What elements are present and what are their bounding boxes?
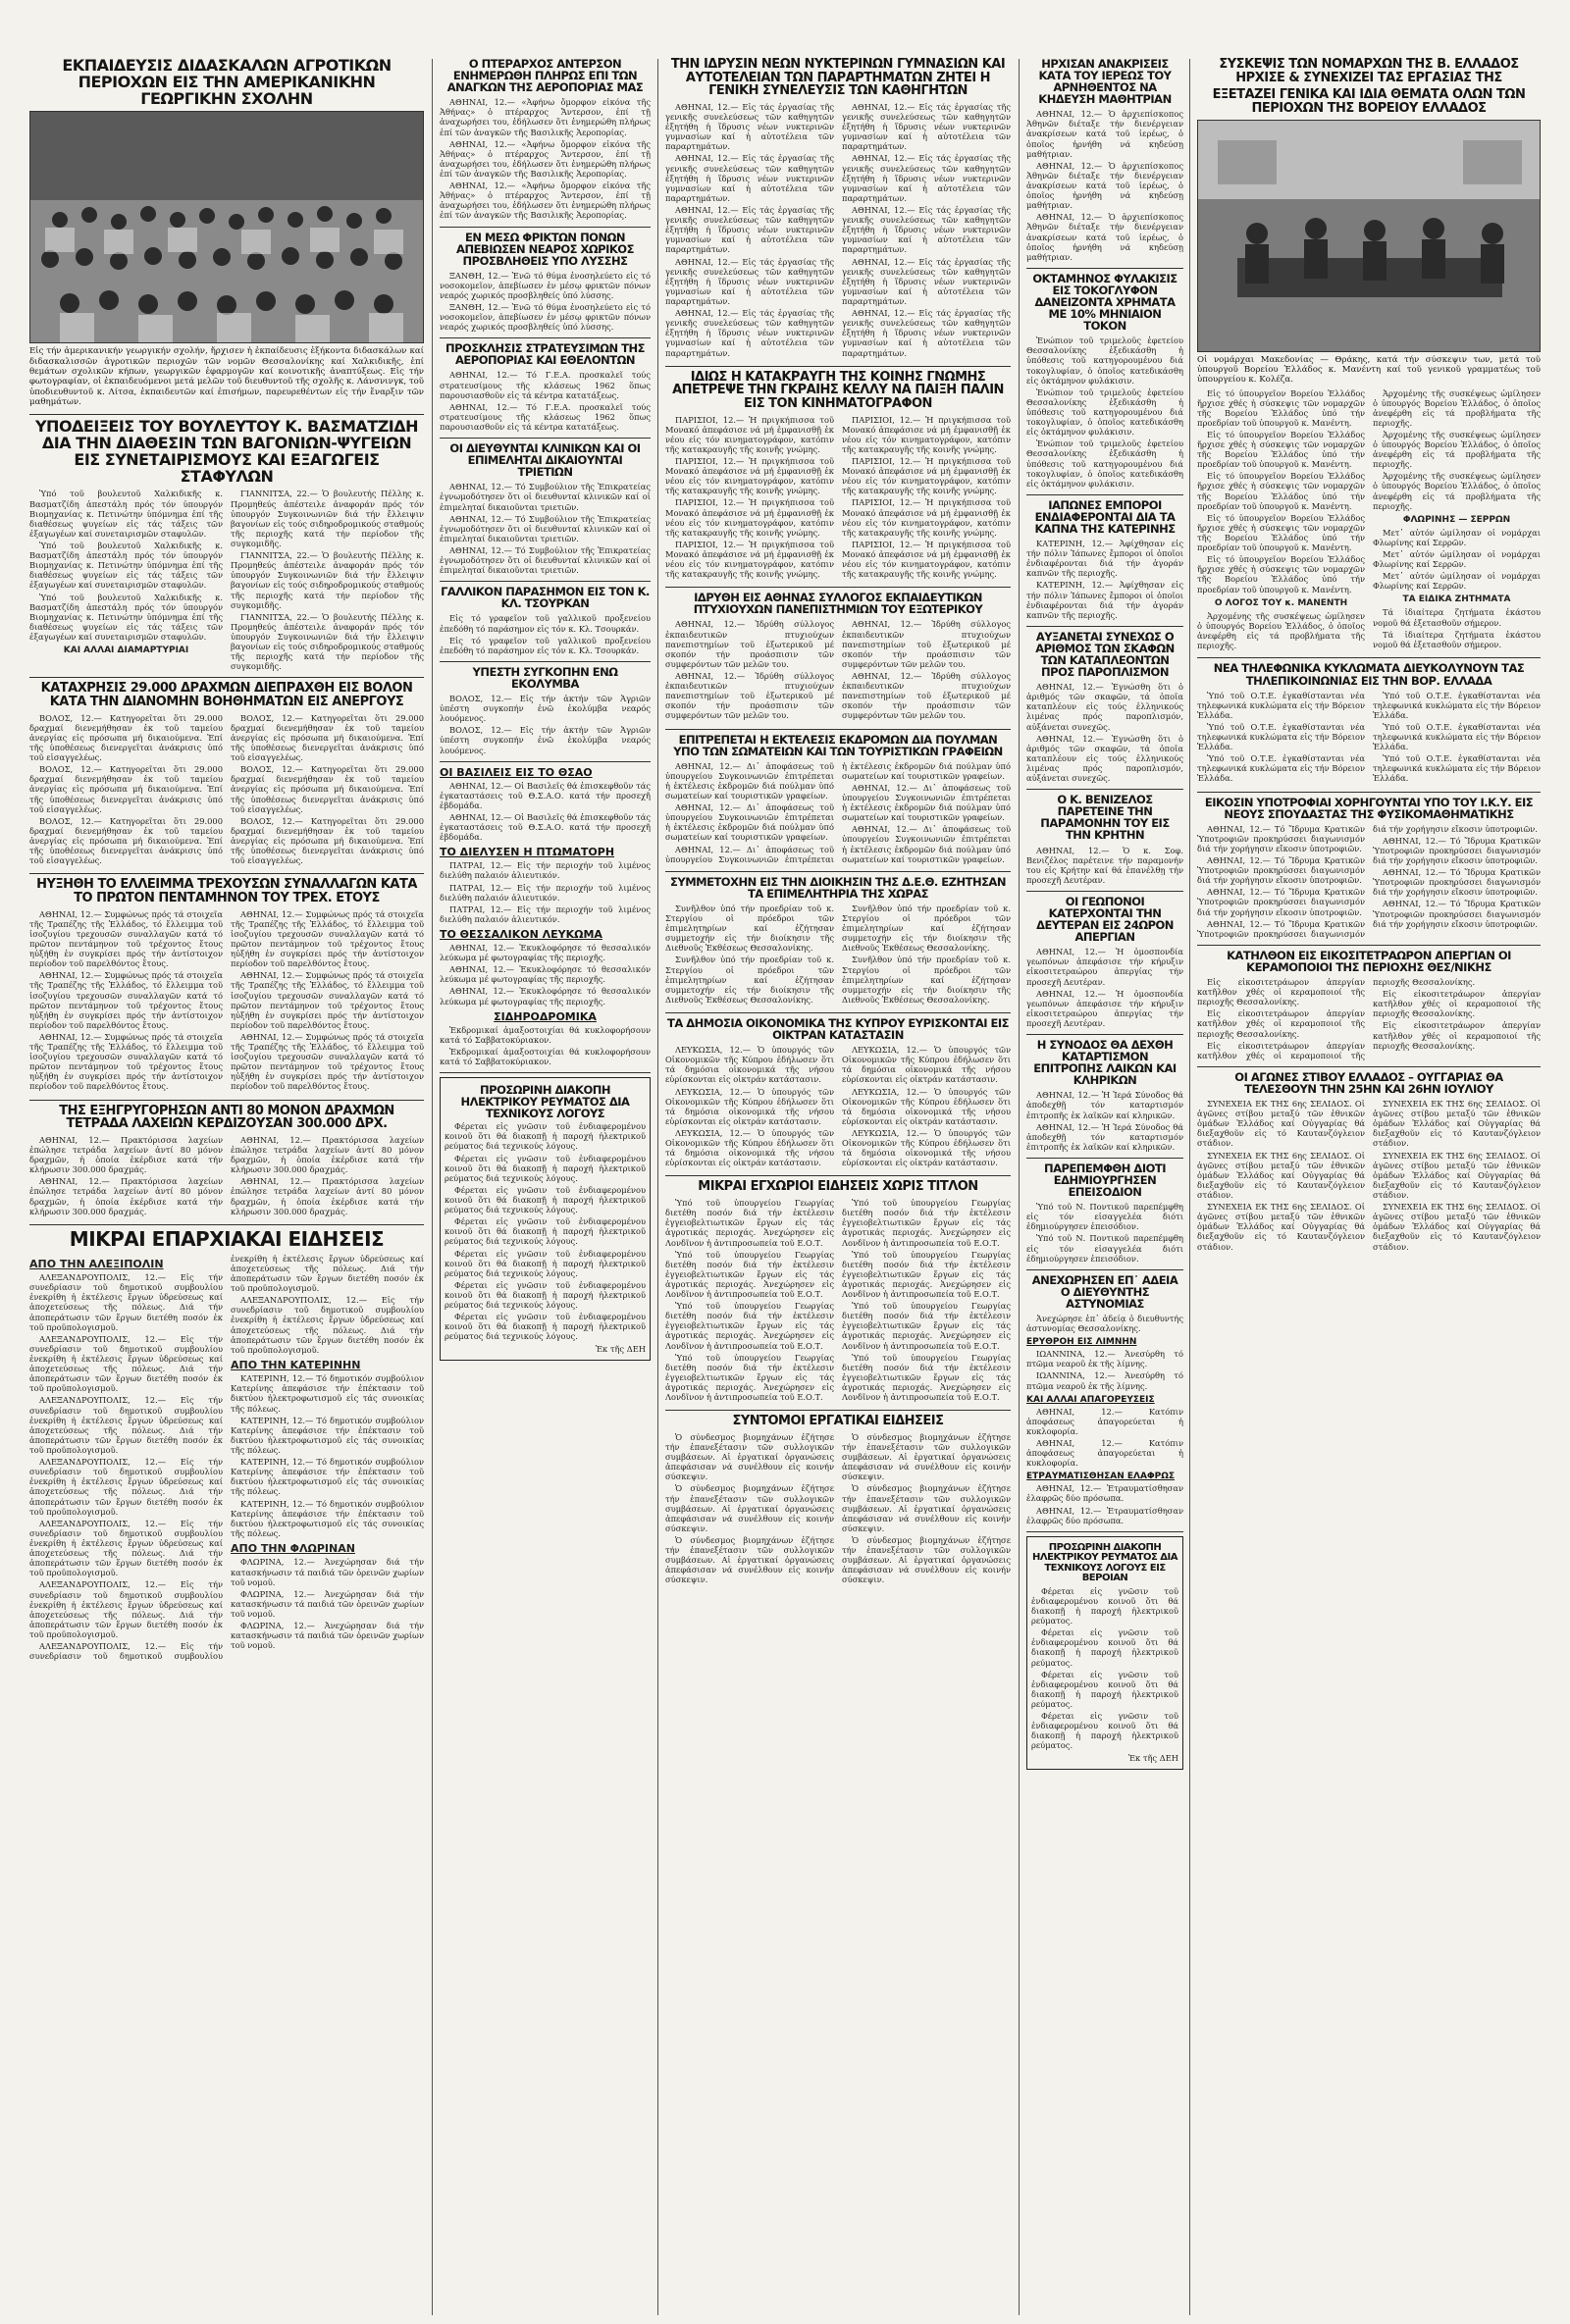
article-text: ΑΘΗΝΑΙ, 12.— Ἰδρύθη σύλλογος ἐκπαιδευτικῶν πτυχιούχων πανεπιστημίων τοῦ ἐξωτερικοῦ μέ σκοπόν τήν προάσπισιν τῶν συμφερόντων τῶν μελῶν του. — [842, 619, 1011, 669]
headline: ΤΗΣ ΕΞΗΓΡΥΓΟΡΗΣΩΝ ΑΝΤΙ 80 ΜΟΝΟΝ ΔΡΑΧΜΩΝ ΤΕΤΡΑΔΑ ΛΑΧΕΙΩΝ ΚΕΡΔΙΖΟΥΣΑΝ 300.000 ΔΡΧ. — [59, 1103, 394, 1132]
article-text: ΑΘΗΝΑΙ, 12.— Εἰς τάς ἐργασίας τῆς γενικῆς συνελεύσεως τῶν καθηγητῶν ἐξητήθη ἡ ἵδρυσις νέων νυκτερινῶν γυμνασίων καί ἡ αὐτοτέλεια τῶν παραρτημάτων. — [842, 256, 1011, 306]
article-text: ΑΛΕΞΑΝΔΡΟΥΠΟΛΙΣ, 12.— Εἰς τήν συνεδρίασιν τοῦ δημοτικοῦ συμβουλίου ἐνεκρίθη ἡ ἐκτέλεσις ἔργων ὑδρεύσεως καί ἀποχετεύσεως τῆς πόλεως. Διά τήν ἀποπεράτωσιν τῶν ἔργων διετέθη ποσόν ἐκ τοῦ προϋπολογισμοῦ. — [29, 1272, 223, 1332]
article-text: ΒΟΛΟΣ, 12.— Εἰς τήν ἀκτήν τῶν Ἀγριῶν ὑπέστη συγκοπήν ἐνῶ ἐκολύμβα νεαρός λουόμενος. — [440, 693, 651, 724]
article-text: ΦΛΩΡΙΝΑ, 12.— Ἀνεχώρησαν διά τήν κατασκήνωσιν τά παιδιά τῶν ὀρεινῶν χωρίων τοῦ νομοῦ. — [231, 1588, 424, 1619]
headline: ΝΕΑ ΤΗΛΕΦΩΝΙΚΑ ΚΥΚΛΩΜΑΤΑ ΔΙΕΥΚΟΛΥΝΟΥΝ ΤΑΣ ΤΗΛΕΠΙΚΟΙΝΩΝΙΑΣ ΕΙΣ ΤΗΝ ΒΟΡ. ΕΛΛΑΔΑ — [1213, 661, 1525, 688]
notice-text: Φέρεται εἰς γνῶσιν τοῦ ἐνδιαφερομένου κοινοῦ ὅτι θά διακοπῇ ἡ παροχή ἠλεκτρικοῦ ρεύματος διά τεχνικούς λόγους. — [445, 1216, 646, 1247]
headline: ΠΡΟΣΩΡΙΝΗ ΔΙΑΚΟΠΗ ΗΛΕΚΤΡΙΚΟΥ ΡΕΥΜΑΤΟΣ ΔΙΑ ΤΕΧΝΙΚΟΥΣ ΛΟΓΟΥΣ — [460, 1083, 630, 1121]
article-text: ΑΛΕΞΑΝΔΡΟΥΠΟΛΙΣ, 12.— Εἰς τήν συνεδρίασιν τοῦ δημοτικοῦ συμβουλίου ἐνεκρίθη ἡ ἐκτέλεσις ἔργων ὑδρεύσεως καί ἀποχετεύσεως τῆς πόλεως. Διά τήν ἀποπεράτωσιν τῶν ἔργων διετέθη ποσόν ἐκ τοῦ προϋπολογισμοῦ. — [29, 1395, 223, 1456]
article-text: ΚΑΤΕΡΙΝΗ, 12.— Τό δημοτικόν συμβούλιον Κατερίνης ἀπεφάσισε τήν ἐπέκτασιν τοῦ δικτύου ἠλεκτροφωτισμοῦ εἰς τάς συνοικίας τῆς πόλεως. — [231, 1498, 424, 1538]
article-text: Εἰς τό γραφεῖον τοῦ γαλλικοῦ προξενείου ἐπεδόθη τό παράσημον εἰς τόν κ. Κλ. Τσουρκάν. — [440, 613, 651, 634]
article-incident — [1026, 1162, 1183, 1270]
article-text: ΑΘΗΝΑΙ, 12.— Ὁ ἀρχιεπίσκοπος Ἀθηνῶν διέταξε τήν διενέργειαν ἀνακρίσεων κατά τοῦ ἱερέως, ὁ ὁποῖος ἠρνήθη νά κηδεύσῃ μαθήτριαν. — [1026, 160, 1183, 211]
article-text: ΑΘΗΝΑΙ, 12.— Συμφώνως πρός τά στοιχεῖα τῆς Τραπέζης τῆς Ἑλλάδος, τό ἔλλειμμα τοῦ ἰσοζυγίου τρεχουσῶν συναλλαγῶν κατά τό πρῶτον πεντάμηνον τοῦ τρέχοντος ἔτους ηὐξήθη ἐν συγκρίσει πρός τήν ἀντίστοιχον περίοδον τοῦ παρελθόντος ἔτους. — [29, 1031, 223, 1092]
article-text: ΑΘΗΝΑΙ, 12.— Τό Ἵδρυμα Κρατικῶν Ὑποτροφιῶν προκηρύσσει διαγωνισμόν διά τήν χορήγησιν εἴκοσιν ὑποτροφιῶν. — [1197, 887, 1365, 917]
subheading: Ο ΛΟΓΟΣ ΤΟΥ κ. ΜΑΝΕΝΤΗ — [1214, 597, 1348, 608]
article-text: ΛΕΥΚΩΣΙΑ, 12.— Ὁ ὑπουργός τῶν Οἰκονομικῶν τῆς Κύπρου ἐδήλωσεν ὅτι τά δημόσια οἰκονομικά τῆς νήσου εὑρίσκονται εἰς οἰκτράν κατάστασιν. — [665, 1045, 834, 1085]
article-text: ΚΑΤΕΡΙΝΗ, 12.— Τό δημοτικόν συμβούλιον Κατερίνης ἀπεφάσισε τήν ἐπέκτασιν τοῦ δικτύου ἠλεκτροφωτισμοῦ εἰς τάς συνοικίας τῆς πόλεως. — [231, 1415, 424, 1456]
article-text: Ὑπό τοῦ βουλευτοῦ Χαλκιδικῆς κ. Βασματζίδη ἀπεστάλη πρός τόν ὑπουργόν Βιομηχανίας κ. Πετινώτην ὑπόμνημα ἐπί τῆς διαθέσεως ψυγείων εἰς τάς τάξεις τῶν ἐξαγωγέων καί συνεταιρισμῶν σταφυλῶν. — [29, 592, 223, 642]
brief-items — [440, 766, 651, 1073]
headline: ΟΙ ΓΕΩΠΟΝΟΙ ΚΑΤΕΡΧΟΝΤΑΙ ΤΗΝ ΔΕΥΤΕΡΑΝ ΕΙΣ 24ΩΡΟΝ ΑΠΕΡΓΙΑΝ — [1036, 894, 1174, 945]
article-text: Ὑπό τοῦ ὑπουργείου Γεωργίας διετέθη ποσόν διά τήν ἐκτέλεσιν ἐγγειοβελτιωτικῶν ἔργων εἰς τάς ἀγροτικάς περιοχάς. Ἀνεχώρησεν εἰς Λονδῖνον ἡ ἀντιπροσωπεία τοῦ Ε.Ο.Τ. — [842, 1249, 1011, 1300]
subheading: ΕΡΥΘΡΟΗ ΕΙΣ ΛΙΜΝΗΝ — [1026, 1337, 1137, 1348]
article-text: Ὑπό τοῦ Ο.Τ.Ε. ἐγκαθίστανται νέα τηλεφωνικά κυκλώματα εἰς τήν Βόρειον Ἑλλάδα. — [1373, 721, 1541, 752]
article-text: Ὑπό τοῦ ὑπουργείου Γεωργίας διετέθη ποσόν διά τήν ἐκτέλεσιν ἐγγειοβελτιωτικῶν ἔργων εἰς τάς ἀγροτικάς περιοχάς. Ἀνεχώρησεν εἰς Λονδῖνον ἡ ἀντιπροσωπεία τοῦ Ε.Ο.Τ. — [665, 1198, 834, 1248]
column-5 — [1197, 54, 1541, 2310]
article-text: Εἰς τό γραφεῖον τοῦ γαλλικοῦ προξενείου ἐπεδόθη τό παράσημον εἰς τόν κ. Κλ. Τσουρκάν. — [440, 635, 651, 655]
article-text: ΑΘΗΝΑΙ, 12.— Τό Συμβούλιον τῆς Ἐπικρατείας ἐγνωμοδότησεν ὅτι οἱ διευθυνταί κλινικῶν καί οἱ ἐπιμεληταί δικαιοῦνται τριετιῶν. — [440, 513, 651, 543]
article-text: ΑΘΗΝΑΙ, 12.— Ὁ ἀρχιεπίσκοπος Ἀθηνῶν διέταξε τήν διενέργειαν ἀνακρίσεων κατά τοῦ ἱερέως, ὁ ὁποῖος ἠρνήθη νά κηδεύσῃ μαθήτριαν. — [1026, 212, 1183, 262]
article-text: Μετ᾿ αὐτόν ὡμίλησαν οἱ νομάρχαι Φλωρίνης καί Σερρῶν. — [1373, 527, 1541, 547]
article-text: Ἀρχομένης τῆς συσκέψεως ὡμίλησεν ὁ ὑπουργός Βορείου Ἑλλάδος, ὁ ὁποῖος ἀνεφέρθη εἰς τά προβλήματα τῆς περιοχῆς. — [1197, 610, 1365, 650]
article-text: ΠΑΡΙΣΙΟΙ, 12.— Ἡ πριγκήπισσα τοῦ Μονακό ἀπεφάσισε νά μή ἐμφανισθῇ ἐκ νέου εἰς τόν κινηματογράφον, κατόπιν τῆς κατακραυγῆς τῆς κοινῆς γνώμης. — [842, 456, 1011, 496]
article-clinics — [440, 442, 651, 582]
article-text: ΓΙΑΝΝΙΤΣΑ, 22.— Ὁ βουλευτής Πέλλης κ. Προμηθεύς ἀπέστειλε ἀναφοράν πρός τόν ὑπουργόν Συγκοινωνιῶν διά τήν ἔλλειψιν βαγονίων εἰς τούς σιδηροδρομικούς σταθμούς τῆς περιοχῆς κατά τήν περίοδον τῆς συγκομιδῆς. — [231, 550, 424, 610]
photo-image — [1198, 121, 1541, 351]
article-text: ΑΘΗΝΑΙ, 12.— Ἐγνώσθη ὅτι ὁ ἀριθμός τῶν σκαφῶν, τά ὁποῖα καταπλέουν εἰς τούς ἑλληνικούς λιμένας πρός παροπλισμόν, αὐξάνεται συνεχῶς. — [1026, 682, 1183, 732]
article-text: ΑΘΗΝΑΙ, 12.— Ἡ ὁμοσπονδία γεωπόνων ἀπεφάσισε τήν κήρυξιν εἰκοσιτετραώρου ἀπεργίας τήν προσεχῆ Δευτέραν. — [1026, 947, 1183, 987]
article-text: ΠΑΤΡΑΙ, 12.— Εἰς τήν περιοχήν τοῦ λιμένος διελύθη παλαιόν ἀλιευτικόν. — [440, 882, 651, 903]
article-text: Ὑπό τοῦ Ο.Τ.Ε. ἐγκαθίστανται νέα τηλεφωνικά κυκλώματα εἰς τήν Βόρειον Ἑλλάδα. — [1373, 753, 1541, 784]
column-4 — [1026, 54, 1183, 2310]
subheading: ΤΑ ΕΙΔΙΚΑ ΖΗΤΗΜΑΤΑ — [1402, 594, 1511, 605]
headline: ΣΥΜΜΕΤΟΧΗΝ ΕΙΣ ΤΗΝ ΔΙΟΙΚΗΣΙΝ ΤΗΣ Δ.Ε.Θ. ΕΖΗΤΗΣΑΝ ΤΑ ΕΠΙΜΕΛΗΤΗΡΙΑ ΤΗΣ ΧΩΡΑΣ — [670, 874, 1006, 901]
headline: ΠΡΟΣΚΛΗΣΙΣ ΣΤΡΑΤΕΥΣΙΜΩΝ ΤΗΣ ΑΕΡΟΠΟΡΙΑΣ ΚΑΙ ΕΘΕΛΟΝΤΩΝ — [445, 341, 645, 368]
article-athletics — [1197, 1071, 1541, 1254]
article-lottery — [29, 1105, 424, 1225]
article-text: ΑΘΗΝΑΙ, 12.— Ἰδρύθη σύλλογος ἐκπαιδευτικῶν πτυχιούχων πανεπιστημίων τοῦ ἐξωτερικοῦ μέ σκοπόν τήν προάσπισιν τῶν συμφερόντων τῶν μελῶν του. — [842, 671, 1011, 721]
article-text: ΑΘΗΝΑΙ, 12.— Ἐκυκλοφόρησε τό θεσσαλικόν λεύκωμα μέ φωτογραφίας τῆς περιοχῆς. — [440, 942, 651, 963]
article-cyprus-finances — [665, 1017, 1011, 1176]
notice-signature: Ἐκ τῆς ΔΕΗ — [1127, 1752, 1178, 1763]
article-text: ΑΘΗΝΑΙ, 12.— Συμφώνως πρός τά στοιχεῖα τῆς Τραπέζης τῆς Ἑλλάδος, τό ἔλλειμμα τοῦ ἰσοζυγίου τρεχουσῶν συναλλαγῶν κατά τό πρῶτον πεντάμηνον τοῦ τρέχοντος ἔτους ηὐξήθη ἐν συγκρίσει πρός τήν ἀντίστοιχον περίοδον τοῦ παρελθόντος ἔτους. — [29, 908, 223, 969]
section-headline: ΜΙΚΡΑΙ ΕΠΑΡΧΙΑΚΑΙ ΕΙΔΗΣΕΙΣ — [69, 1226, 385, 1251]
headline: ΕΝ ΜΕΣΩ ΦΡΙΚΤΩΝ ΠΟΝΩΝ ΑΠΕΒΙΩΣΕΝ ΝΕΑΡΟΣ ΧΩΡΙΚΟΣ ΠΡΟΣΒΛΗΘΕΙΣ ΥΠΟ ΛΥΣΣΗΣ — [456, 230, 634, 268]
article-text: ΑΘΗΝΑΙ, 12.— Συμφώνως πρός τά στοιχεῖα τῆς Τραπέζης τῆς Ἑλλάδος, τό ἔλλειμμα τοῦ ἰσοζυγίου τρεχουσῶν συναλλαγῶν κατά τό πρῶτον πεντάμηνον τοῦ τρέχοντος ἔτους ηὐξήθη ἐν συγκρίσει πρός τήν ἀντίστοιχον περίοδον τοῦ παρελθόντος ἔτους. — [231, 970, 424, 1030]
headline: ΣΥΣΚΕΨΙΣ ΤΩΝ ΝΟΜΑΡΧΩΝ ΤΗΣ Β. ΕΛΛΑΔΟΣ ΗΡΧΙΣΕ & ΣΥΝΕΧΙΖΕΙ ΤΑΣ ΕΡΓΑΣΙΑΣ ΤΗΣ — [1219, 57, 1519, 85]
headline: ΙΑΠΩΝΕΣ ΕΜΠΟΡΟΙ ΕΝΔΙΑΦΕΡΟΝΤΑΙ ΔΙΑ ΤΑ ΚΑΠΝΑ ΤΗΣ ΚΑΤΕΡΙΝΗΣ — [1034, 497, 1176, 536]
article-text: ΠΑΡΙΣΙΟΙ, 12.— Ἡ πριγκήπισσα τοῦ Μονακό ἀπεφάσισε νά μή ἐμφανισθῇ ἐκ νέου εἰς τόν κινηματογράφον, κατόπιν τῆς κατακραυγῆς τῆς κοινῆς γνώμης. — [665, 539, 834, 580]
article-venizelos — [1026, 794, 1183, 892]
article-text: Εἰς τό ὑπουργεῖον Βορείου Ἑλλάδος ἤρχισε χθές ἡ σύσκεψις τῶν νομαρχῶν τῆς Βορείου Ἑλλάδος ὑπό τήν προεδρίαν τοῦ ὑπουργοῦ κ. Μανέντη. — [1197, 429, 1365, 470]
subheading: ΤΟ ΔΙΕΛΥΣΕΝ Η ΠΤΩΜΑΤΟΡΗ — [440, 846, 615, 859]
power-outage-notice-veria — [1026, 1536, 1183, 1770]
article-text: Ὁ σύνδεσμος βιομηχάνων ἐζήτησε τήν ἐπανεξέτασιν τῶν συλλογικῶν συμβάσεων. Αἱ ἐργατικαί ὀργανώσεις ἀπεφάσισαν νά συνέλθουν εἰς κοινήν σύσκεψιν. — [842, 1431, 1011, 1482]
article-text: Εἰς εἰκοσιτετράωρον ἀπεργίαν κατῆλθον χθές οἱ κεραμοποιοί τῆς περιοχῆς Θεσσαλονίκης. — [1373, 1020, 1541, 1051]
photo-image — [30, 112, 424, 342]
headline: ΤΗΝ ΙΔΡΥΣΙΝ ΝΕΩΝ ΝΥΚΤΕΡΙΝΩΝ ΓΥΜΝΑΣΙΩΝ ΚΑΙ ΑΥΤΟΤΕΛΕΙΑΝ ΤΩΝ ΠΑΡΑΡΤΗΜΑΤΩΝ ΖΗΤΕΙ Η ΓΕΝΙΚΗ ΣΥΝΕΛΕΥΣΙΣ ΤΩΝ ΚΑΘΗΓΗΤΩΝ — [670, 57, 1006, 99]
column-divider — [1189, 59, 1190, 2315]
article-ceramists-strike — [1197, 950, 1541, 1067]
article-text: ΑΘΗΝΑΙ, 12.— Ἐκυκλοφόρησε τό θεσσαλικόν λεύκωμα μέ φωτογραφίας τῆς περιοχῆς. — [440, 986, 651, 1007]
power-outage-notice — [440, 1077, 651, 1361]
article-text: ΒΟΛΟΣ, 12.— Κατηγορεῖται ὅτι 29.000 δραχμαί διενεμήθησαν ἐκ τοῦ ταμείου ἀνεργίας εἰς πρόσωπα μή δικαιούμενα. Ἐπί τῆς ὑποθέσεως διενεργεῖται ἀνάκρισις ὑπό τοῦ εἰσαγγελέως. — [231, 815, 424, 866]
article-text: ΑΘΗΝΑΙ, 12.— Κατόπιν ἀποφάσεως ἀπαγορεύεται ἡ κυκλοφορία. — [1026, 1406, 1183, 1436]
headline: ΟΙ ΔΙΕΥΘΥΝΤΑΙ ΚΛΙΝΙΚΩΝ ΚΑΙ ΟΙ ΕΠΙΜΕΛΗΤΑΙ ΔΙΚΑΙΟΥΝΤΑΙ ΤΡΙΕΤΙΩΝ — [449, 441, 641, 480]
column-1 — [29, 54, 424, 2310]
article-prefects-meeting — [1197, 58, 1541, 658]
notice-signature: Ἐκ τῆς ΔΕΗ — [595, 1343, 646, 1354]
article-text: ΑΘΗΝΑΙ, 12.— Τό Συμβούλιον τῆς Ἐπικρατείας ἐγνωμοδότησεν ὅτι οἱ διευθυνταί κλινικῶν καί οἱ ἐπιμεληταί δικαιοῦνται τριετιῶν. — [440, 544, 651, 576]
article-text: ΑΛΕΞΑΝΔΡΟΥΠΟΛΙΣ, 12.— Εἰς τήν συνεδρίασιν τοῦ δημοτικοῦ συμβουλίου ἐνεκρίθη ἡ ἐκτέλεσις ἔργων ὑδρεύσεως καί ἀποχετεύσεως τῆς πόλεως. Διά τήν ἀποπεράτωσιν τῶν ἔργων διετέθη ποσόν ἐκ τοῦ προϋπολογισμοῦ. — [29, 1333, 223, 1394]
article-text: Ἐνώπιον τοῦ τριμελοῦς ἐφετείου Θεσσαλονίκης ἐξεδικάσθη ἡ ὑπόθεσις τοῦ κατηγορουμένου διά τοκογλυφίαν, ὁ ὁποῖος κατεδικάσθη εἰς ὀκτάμηνον φυλάκισιν. — [1026, 439, 1183, 489]
subheading: ΦΛΩΡΙΝΗΣ — ΣΕΡΡΩΝ — [1402, 514, 1511, 525]
photo-caption: Οἱ νομάρχαι Μακεδονίας — Θράκης, κατά τήν σύσκεψιν των, μετά τοῦ ὑπουργοῦ Βορείου Ἑλλάδος κ. Μανέντη καί τοῦ γενικοῦ γραμματέως τοῦ ὑπουργείου κ. Κολέζα. — [1197, 354, 1541, 386]
article-fair-chambers — [665, 876, 1011, 1013]
article-text: ΛΕΥΚΩΣΙΑ, 12.— Ὁ ὑπουργός τῶν Οἰκονομικῶν τῆς Κύπρου ἐδήλωσεν ὅτι τά δημόσια οἰκονομικά τῆς νήσου εὑρίσκονται εἰς οἰκτράν κατάστασιν. — [665, 1086, 834, 1126]
article-french-medal — [440, 586, 651, 662]
article-text: ΑΘΗΝΑΙ, 12.— Ἡ Ἱερά Σύνοδος θά ἀποδεχθῇ τόν καταρτισμόν ἐπιτροπῆς ἐκ λαϊκῶν καί κληρικῶν. — [1026, 1121, 1183, 1152]
article-text: ΑΘΗΝΑΙ, 12.— Ἐγνώσθη ὅτι ὁ ἀριθμός τῶν σκαφῶν, τά ὁποῖα καταπλέουν εἰς τούς ἑλληνικούς λιμένας πρός παροπλισμόν, αὐξάνεται συνεχῶς. — [1026, 733, 1183, 784]
article-text: ΠΑΤΡΑΙ, 12.— Εἰς τήν περιοχήν τοῦ λιμένος διελύθη παλαιόν ἀλιευτικόν. — [440, 904, 651, 924]
column-2 — [440, 54, 651, 2310]
article-scholarships — [1197, 797, 1541, 946]
article-text: ΠΑΤΡΑΙ, 12.— Εἰς τήν περιοχήν τοῦ λιμένος διελύθη παλαιόν ἀλιευτικόν. — [440, 860, 651, 881]
notice-text: Φέρεται εἰς γνῶσιν τοῦ ἐνδιαφερομένου κοινοῦ ὅτι θά διακοπῇ ἡ παροχή ἠλεκτρικοῦ ρεύματος. — [1031, 1627, 1178, 1668]
article-rabies — [440, 232, 651, 339]
article-text: ΑΘΗΝΑΙ, 12.— Οἱ Βασιλεῖς θά ἐπισκεφθοῦν τάς ἐγκαταστάσεις τοῦ Θ.Σ.Α.Ο. κατά τήν προσεχῆ ἑβδομάδα. — [440, 811, 651, 843]
article-text: ΑΘΗΝΑΙ, 12.— Δι᾿ ἀποφάσεως τοῦ ὑπουργείου Συγκοινωνιῶν ἐπιτρέπεται ἡ ἐκτέλεσις ἐκδρομῶν διά πούλμαν ὑπό σωματείων καί τουριστικῶν γραφείων. — [842, 824, 1011, 864]
subheading: ΤΟ ΘΕΣΣΑΛΙΚΟΝ ΛΕΥΚΩΜΑ — [440, 927, 602, 941]
article-text: ΑΘΗΝΑΙ, 12.— Πρακτόρισσα λαχείων ἐπώλησε τετράδα λαχείων ἀντί 80 μόνον δραχμῶν, ἡ ὁποία ἐκέρδισε κατά τήν κλήρωσιν 300.000 δραχμάς. — [231, 1134, 424, 1175]
article-conscripts — [440, 342, 651, 439]
article-deficit — [29, 878, 424, 1100]
article-night-schools — [665, 58, 1011, 367]
section-provincial-news — [29, 1226, 424, 1662]
article-text: ΑΘΗΝΑΙ, 12.— Οἱ Βασιλεῖς θά ἐπισκεφθοῦν τάς ἐγκαταστάσεις τοῦ Θ.Σ.Α.Ο. κατά τήν προσεχῆ ἑβδομάδα. — [440, 780, 651, 810]
article-text: Ὁ σύνδεσμος βιομηχάνων ἐζήτησε τήν ἐπανεξέτασιν τῶν συλλογικῶν συμβάσεων. Αἱ ἐργατικαί ὀργανώσεις ἀπεφάσισαν νά συνέλθουν εἰς κοινήν σύσκεψιν. — [665, 1483, 834, 1533]
article-text: ΑΘΗΝΑΙ, 12.— Δι᾿ ἀποφάσεως τοῦ ὑπουργείου Συγκοινωνιῶν ἐπιτρέπεται ἡ ἐκτέλεσις ἐκδρομῶν διά πούλμαν ὑπό σωματείων καί τουριστικῶν γραφείων. — [665, 760, 834, 800]
article-text: ΑΘΗΝΑΙ, 12.— Τό Ἵδρυμα Κρατικῶν Ὑποτροφιῶν προκηρύσσει διαγωνισμόν διά τήν χορήγησιν εἴκοσιν ὑποτροφιῶν. — [1197, 823, 1365, 853]
article-text: Ὑπό τοῦ ὑπουργείου Γεωργίας διετέθη ποσόν διά τήν ἐκτέλεσιν ἐγγειοβελτιωτικῶν ἔργων εἰς τάς ἀγροτικάς περιοχάς. Ἀνεχώρησεν εἰς Λονδῖνον ἡ ἀντιπροσωπεία τοῦ Ε.Ο.Τ. — [842, 1198, 1011, 1248]
article-text: Ὁ σύνδεσμος βιομηχάνων ἐζήτησε τήν ἐπανεξέτασιν τῶν συλλογικῶν συμβάσεων. Αἱ ἐργατικαί ὀργανώσεις ἀπεφάσισαν νά συνέλθουν εἰς κοινήν σύσκεψιν. — [665, 1534, 834, 1585]
article-text: Ὁ σύνδεσμος βιομηχάνων ἐζήτησε τήν ἐπανεξέτασιν τῶν συλλογικῶν συμβάσεων. Αἱ ἐργατικαί ὀργανώσεις ἀπεφάσισαν νά συνέλθουν εἰς κοινήν σύσκεψιν. — [842, 1483, 1011, 1533]
column-divider — [432, 59, 433, 2315]
article-text: ΑΘΗΝΑΙ, 12.— Εἰς τάς ἐργασίας τῆς γενικῆς συνελεύσεως τῶν καθηγητῶν ἐξητήθη ἡ ἵδρυσις νέων νυκτερινῶν γυμνασίων καί ἡ αὐτοτέλεια τῶν παραρτημάτων. — [842, 153, 1011, 203]
article-text: ΑΘΗΝΑΙ, 12.— Δι᾿ ἀποφάσεως τοῦ ὑπουργείου Συγκοινωνιῶν ἐπιτρέπεται ἡ ἐκτέλεσις ἐκδρομῶν διά πούλμαν ὑπό σωματείων καί τουριστικῶν γραφείων. — [665, 802, 834, 843]
article-text: ΑΘΗΝΑΙ, 12.— Ἐκυκλοφόρησε τό θεσσαλικόν λεύκωμα μέ φωτογραφίας τῆς περιοχῆς. — [440, 964, 651, 985]
article-text: Ὑπό τοῦ ὑπουργείου Γεωργίας διετέθη ποσόν διά τήν ἐκτέλεσιν ἐγγειοβελτιωτικῶν ἔργων εἰς τάς ἀγροτικάς περιοχάς. Ἀνεχώρησεν εἰς Λονδῖνον ἡ ἀντιπροσωπεία τοῦ Ε.Ο.Τ. — [665, 1352, 834, 1403]
article-text: Εἰς εἰκοσιτετράωρον ἀπεργίαν κατῆλθον χθές οἱ κεραμοποιοί τῆς περιοχῆς Θεσσαλονίκης. — [1197, 977, 1365, 1007]
group-photo — [29, 111, 424, 343]
article-text: ΑΘΗΝΑΙ, 12.— Συμφώνως πρός τά στοιχεῖα τῆς Τραπέζης τῆς Ἑλλάδος, τό ἔλλειμμα τοῦ ἰσοζυγίου τρεχουσῶν συναλλαγῶν κατά τό πρῶτον πεντάμηνον τοῦ τρέχοντος ἔτους ηὐξήθη ἐν συγκρίσει πρός τήν ἀντίστοιχον περίοδον τοῦ παρελθόντος ἔτους. — [29, 970, 223, 1030]
article-text: ΑΘΗΝΑΙ, 12.— Ἐτραυματίσθησαν ἐλαφρῶς δύο πρόσωπα. — [1026, 1483, 1183, 1504]
article-text: ΣΥΝΕΧΕΙΑ ΕΚ ΤΗΣ 6ης ΣΕΛΙΔΟΣ. Οἱ ἀγῶνες στίβου μεταξύ τῶν ἐθνικῶν ὁμάδων Ἑλλάδος καί Οὐγγαρίας θά διεξαχθοῦν εἰς τό Καυτανζόγλειον στάδιον. — [1373, 1150, 1541, 1201]
article-laid-up-ships — [1026, 631, 1183, 790]
article-text: ΣΥΝΕΧΕΙΑ ΕΚ ΤΗΣ 6ης ΣΕΛΙΔΟΣ. Οἱ ἀγῶνες στίβου μεταξύ τῶν ἐθνικῶν ὁμάδων Ἑλλάδος καί Οὐγγαρίας θά διεξαχθοῦν εἰς τό Καυτανζόγλειον στάδιον. — [1373, 1202, 1541, 1252]
article-text: ΑΘΗΝΑΙ, 12.— «Ἀφήνω ὄμορφον εἰκόνα τῆς Ἀθήνας» ὁ πτέραρχος Ἄντερσον, ἐπί τῇ ἀναχωρήσει του, ἐδήλωσεν ὅτι ἐνημερώθη πλήρως ἐπί τῶν ἀναγκῶν τῆς Βασιλικῆς Ἀεροπορίας. — [440, 181, 651, 221]
article-usury — [1026, 273, 1183, 495]
subheading: ΣΙΔΗΡΟΔΡΟΜΙΚΑ — [494, 1009, 597, 1023]
notice-text: Φέρεται εἰς γνῶσιν τοῦ ἐνδιαφερομένου κοινοῦ ὅτι θά διακοπῇ ἡ παροχή ἠλεκτρικοῦ ρεύματος διά τεχνικούς λόγους. — [445, 1312, 646, 1342]
headline: ΣΥΝΤΟΜΟΙ ΕΡΓΑΤΙΚΑΙ ΕΙΔΗΣΕΙΣ — [732, 1414, 944, 1429]
subheading: ΕΤΡΑΥΜΑΤΙΣΘΗΣΑΝ ΕΛΑΦΡΩΣ — [1026, 1472, 1176, 1482]
article-text: ΒΟΛΟΣ, 12.— Κατηγορεῖται ὅτι 29.000 δραχμαί διενεμήθησαν ἐκ τοῦ ταμείου ἀνεργίας εἰς πρόσωπα μή δικαιούμενα. Ἐπί τῆς ὑποθέσεως διενεργεῖται ἀνάκρισις ὑπό τοῦ εἰσαγγελέως. — [29, 712, 223, 763]
article-text: ΑΘΗΝΑΙ, 12.— Εἰς τάς ἐργασίας τῆς γενικῆς συνελεύσεως τῶν καθηγητῶν ἐξητήθη ἡ ἵδρυσις νέων νυκτερινῶν γυμνασίων καί ἡ αὐτοτέλεια τῶν παραρτημάτων. — [665, 205, 834, 255]
headline: ΑΝΕΧΩΡΗΣΕΝ ΕΠ᾿ ΑΔΕΙΑ Ο ΔΙΕΥΘΥΝΤΗΣ ΑΣΤΥΝΟΜΙΑΣ — [1031, 1272, 1178, 1311]
headline: ΕΠΙΤΡΕΠΕΤΑΙ Η ΕΚΤΕΛΕΣΙΣ ΕΚΔΡΟΜΩΝ ΔΙΑ ΠΟΥΛΜΑΝ ΥΠΟ ΤΩΝ ΣΩΜΑΤΕΙΩΝ ΚΑΙ ΤΩΝ ΤΟΥΡΙΣΤΙΚΩΝ ΓΡΑΦΕΙΩΝ — [673, 732, 1003, 758]
article-text: ΚΑΤΕΡΙΝΗ, 12.— Ἀφίχθησαν εἰς τήν πόλιν Ἰάπωνες ἔμποροι οἱ ὁποῖοι ἐνδιαφέρονται διά τήν ἀγοράν καπνῶν τῆς περιοχῆς. — [1026, 580, 1183, 620]
notice-text: Φέρεται εἰς γνῶσιν τοῦ ἐνδιαφερομένου κοινοῦ ὅτι θά διακοπῇ ἡ παροχή ἠλεκτρικοῦ ρεύματος διά τεχνικούς λόγους. — [445, 1248, 646, 1278]
article-text: Εἰς τό ὑπουργεῖον Βορείου Ἑλλάδος ἤρχισε χθές ἡ σύσκεψις τῶν νομαρχῶν τῆς Βορείου Ἑλλάδος ὑπό τήν προεδρίαν τοῦ ὑπουργοῦ κ. Μανέντη. — [1197, 554, 1365, 594]
headline: ΠΑΡΕΠΕΜΦΘΗ ΔΙΟΤΙ ΕΔΗΜΙΟΥΡΓΗΣΕΝ ΕΠΕΙΣΟΔΙΟΝ — [1044, 1161, 1166, 1200]
photo-caption: Εἰς τήν ἀμερικανικήν γεωργικήν σχολήν, ἤρχισεν ἡ ἐκπαίδευσις ἑξήκοντα διδασκάλων καί διδασκαλισσῶν ἀγροτικῶν περιοχῶν τῶν νομῶν Θεσσαλονίκης καί Χαλκιδικῆς, ἐπί θεμάτων σχολικῶν κήπων, γεωργικῶν ἐφαρμογῶν καί κοινοτικῆς ἀναπτύξεως. Εἰς τήν φωτογραφίαν, οἱ ἐκπαιδευόμενοι μετά μελῶν τοῦ διευθυντοῦ τῆς σχολῆς κ. Λάνσνινγκ, τοῦ ὑποδιευθυντοῦ κ. Λίτσα, ἐκπαιδευτῶν καί ἐπισήμων, παρευρεθέντων εἰς τήν ἔναρξιν τῶν μαθημάτων. — [29, 346, 424, 407]
article-text: ΞΑΝΘΗ, 12.— Ἐνῶ τό θύμα ἐνοσηλεύετο εἰς τό νοσοκομεῖον, ἀπεβίωσεν ἐν μέσῳ φρικτῶν πόνων νεαρός χωρικός προσβληθείς ὑπό λύσσης. — [440, 302, 651, 333]
article-text: ΑΘΗΝΑΙ, 12.— Ὁ κ. Σοφ. Βενιζέλος παρέτεινε τήν παραμονήν του εἰς Κρήτην καί θά ἐπανέλθῃ τήν προσεχῆ Δευτέραν. — [1026, 845, 1183, 885]
article-text: Ἐκδρομικαί ἀμαξοστοιχίαι θά κυκλοφορήσουν κατά τό Σαββατοκύριακον. — [440, 1046, 651, 1066]
subheading: ΟΙ ΒΑΣΙΛΕΙΣ ΕΙΣ ΤΟ ΘΣΑΟ — [440, 765, 593, 779]
article-text: Ὁ σύνδεσμος βιομηχάνων ἐζήτησε τήν ἐπανεξέτασιν τῶν συλλογικῶν συμβάσεων. Αἱ ἐργατικαί ὀργανώσεις ἀπεφάσισαν νά συνέλθουν εἰς κοινήν σύσκεψιν. — [842, 1534, 1011, 1585]
headline: ΓΑΛΛΙΚΟΝ ΠΑΡΑΣΗΜΟΝ ΕΙΣ ΤΟΝ Κ. ΚΛ. ΤΣΟΥΡΚΑΝ — [441, 585, 650, 611]
article-text: Ὑπό τοῦ Ο.Τ.Ε. ἐγκαθίστανται νέα τηλεφωνικά κυκλώματα εἰς τήν Βόρειον Ἑλλάδα. — [1197, 721, 1365, 752]
article-text: ΚΑΤΕΡΙΝΗ, 12.— Τό δημοτικόν συμβούλιον Κατερίνης ἀπεφάσισε τήν ἐπέκτασιν τοῦ δικτύου ἠλεκτροφωτισμοῦ εἰς τάς συνοικίας τῆς πόλεως. — [231, 1373, 424, 1414]
article-text: ΑΛΕΞΑΝΔΡΟΥΠΟΛΙΣ, 12.— Εἰς τήν συνεδρίασιν τοῦ δημοτικοῦ συμβουλίου ἐνεκρίθη ἡ ἐκτέλεσις ἔργων ὑδρεύσεως καί ἀποχετεύσεως τῆς πόλεως. Διά τήν ἀποπεράτωσιν τῶν ἔργων διετέθη ποσόν ἐκ τοῦ προϋπολογισμοῦ. — [29, 1457, 223, 1517]
notice-text: Φέρεται εἰς γνῶσιν τοῦ ἐνδιαφερομένου κοινοῦ ὅτι θά διακοπῇ ἡ παροχή ἠλεκτρικοῦ ρεύματος. — [1031, 1669, 1178, 1709]
article-text: ΣΥΝΕΧΕΙΑ ΕΚ ΤΗΣ 6ης ΣΕΛΙΔΟΣ. Οἱ ἀγῶνες στίβου μεταξύ τῶν ἐθνικῶν ὁμάδων Ἑλλάδος καί Οὐγγαρίας θά διεξαχθοῦν εἰς τό Καυτανζόγλειον στάδιον. — [1373, 1099, 1541, 1149]
headline: Ο Κ. ΒΕΝΙΖΕΛΟΣ ΠΑΡΕΤΕΙΝΕ ΤΗΝ ΠΑΡΑΜΟΝΗΝ ΤΟΥ ΕΙΣ ΤΗΝ ΚΡΗΤΗΝ — [1040, 793, 1170, 843]
article-text: Εἰς εἰκοσιτετράωρον ἀπεργίαν κατῆλθον χθές οἱ κεραμοποιοί τῆς περιοχῆς Θεσσαλονίκης. — [1197, 977, 1476, 1060]
headline: ΗΥΞΗΘΗ ΤΟ ΕΛΛΕΙΜΜΑ ΤΡΕΧΟΥΣΩΝ ΣΥΝΑΛΛΑΓΩΝ ΚΑΤΑ ΤΟ ΠΡΩΤΟΝ ΠΕΝΤΑΜΗΝΟΝ ΤΟΥ ΤΡΕΧ. ΕΤΟΥΣ — [36, 877, 417, 905]
article-text: ΠΑΡΙΣΙΟΙ, 12.— Ἡ πριγκήπισσα τοῦ Μονακό ἀπεφάσισε νά μή ἐμφανισθῇ ἐκ νέου εἰς τόν κινηματογράφον, κατόπιν τῆς κατακραυγῆς τῆς κοινῆς γνώμης. — [842, 497, 1011, 538]
article-text: Εἰς τό ὑπουργεῖον Βορείου Ἑλλάδος ἤρχισε χθές ἡ σύσκεψις τῶν νομαρχῶν τῆς Βορείου Ἑλλάδος ὑπό τήν προεδρίαν τοῦ ὑπουργοῦ κ. Μανέντη. — [1197, 471, 1365, 511]
article-text: Ὑπό τοῦ βουλευτοῦ Χαλκιδικῆς κ. Βασματζίδη ἀπεστάλη πρός τόν ὑπουργόν Βιομηχανίας κ. Πετινώτην ὑπόμνημα ἐπί τῆς διαθέσεως ψυγείων εἰς τάς τάξεις τῶν ἐξαγωγέων καί συνεταιρισμῶν σταφυλῶν. — [29, 489, 223, 539]
article-text: ΒΟΛΟΣ, 12.— Εἰς τήν ἀκτήν τῶν Ἀγριῶν ὑπέστη συγκοπήν ἐνῶ ἐκολύμβα νεαρός λουόμενος. — [440, 725, 651, 755]
article-text: ΑΘΗΝΑΙ, 12.— Εἰς τάς ἐργασίας τῆς γενικῆς συνελεύσεως τῶν καθηγητῶν ἐξητήθη ἡ ἵδρυσις νέων νυκτερινῶν γυμνασίων καί ἡ αὐτοτέλεια τῶν παραρτημάτων. — [665, 153, 834, 203]
article-text: ΦΛΩΡΙΝΑ, 12.— Ἀνεχώρησαν διά τήν κατασκήνωσιν τά παιδιά τῶν ὀρεινῶν χωρίων τοῦ νομοῦ. — [231, 1621, 424, 1651]
article-text: Συνῆλθον ὑπό τήν προεδρίαν τοῦ κ. Στεργίου οἱ πρόεδροι τῶν ἐπιμελητηρίων καί ἐζήτησαν συμμετοχήν εἰς τήν διοίκησιν τῆς Διεθνοῦς Ἐκθέσεως Θεσσαλονίκης. — [665, 903, 834, 954]
article-text: Ἐνώπιον τοῦ τριμελοῦς ἐφετείου Θεσσαλονίκης ἐξεδικάσθη ἡ ὑπόθεσις τοῦ κατηγορουμένου διά τοκογλυφίαν, ὁ ὁποῖος κατεδικάσθη εἰς ὀκτάμηνον φυλάκισιν. — [1026, 387, 1183, 438]
article-text: ΣΥΝΕΧΕΙΑ ΕΚ ΤΗΣ 6ης ΣΕΛΙΔΟΣ. Οἱ ἀγῶνες στίβου μεταξύ τῶν ἐθνικῶν ὁμάδων Ἑλλάδος καί Οὐγγαρίας θά διεξαχθοῦν εἰς τό Καυτανζόγλειον στάδιον. — [1197, 1150, 1365, 1201]
article-labor-news — [665, 1415, 1011, 1586]
article-text: Ὁ σύνδεσμος βιομηχάνων ἐζήτησε τήν ἐπανεξέτασιν τῶν συλλογικῶν συμβάσεων. Αἱ ἐργατικαί ὀργανώσεις ἀπεφάσισαν νά συνέλθουν εἰς κοινήν σύσκεψιν. — [665, 1431, 834, 1482]
subheading: ΑΠΟ ΤΗΝ ΑΛΕΞΙΠΟΛΙΝ — [29, 1257, 164, 1270]
article-text: Ὑπό τοῦ ὑπουργείου Γεωργίας διετέθη ποσόν διά τήν ἐκτέλεσιν ἐγγειοβελτιωτικῶν ἔργων εἰς τάς ἀγροτικάς περιοχάς. Ἀνεχώρησεν εἰς Λονδῖνον ἡ ἀντιπροσωπεία τοῦ Ε.Ο.Τ. — [842, 1301, 1011, 1351]
column-divider — [657, 59, 658, 2315]
article-text: ΑΘΗΝΑΙ, 12.— Ἡ Ἱερά Σύνοδος θά ἀποδεχθῇ τόν καταρτισμόν ἐπιτροπῆς ἐκ λαϊκῶν καί κληρικῶν. — [1026, 1090, 1183, 1120]
article-text: ΑΘΗΝΑΙ, 12.— Τό Γ.Ε.Α. προσκαλεῖ τούς στρατευσίμους τῆς κλάσεως 1962 ὅπως παρουσιασθοῦν εἰς τά κέντρα κατατάξεως. — [440, 370, 651, 400]
subheading: ΑΠΟ ΤΗΝ ΦΛΩΡΙΝΑΝ — [231, 1542, 355, 1555]
headline: ΥΠΟΔΕΙΞΕΙΣ ΤΟΥ ΒΟΥΛΕΥΤΟΥ Κ. ΒΑΣΜΑΤΖΙΔΗ ΔΙΑ ΤΗΝ ΔΙΑΘΕΣΙΝ ΤΩΝ ΒΑΓΟΝΙΩΝ-ΨΥΓΕΙΩΝ ΕΙΣ ΣΥΝΕΤΑΙΡΙΣΜΟΥΣ ΚΑΙ ΕΞΑΓΩΓΕΙΣ ΣΤΑΦΥΛΩΝ — [34, 417, 419, 486]
column-3 — [665, 54, 1011, 2310]
meeting-photo — [1197, 120, 1541, 352]
article-text: Τά ἰδιαίτερα ζητήματα ἑκάστου νομοῦ θά ἐξετασθοῦν σήμερον. — [1373, 629, 1541, 649]
article-text: ΑΘΗΝΑΙ, 12.— Πρακτόρισσα λαχείων ἐπώλησε τετράδα λαχείων ἀντί 80 μόνον δραχμῶν, ἡ ὁποία ἐκέρδισε κατά τήν κλήρωσιν 300.000 δραχμάς. — [231, 1176, 424, 1216]
article-text: ΙΩΑΝΝΙΝΑ, 12.— Ἀνεσύρθη τό πτῶμα νεαροῦ ἐκ τῆς λίμνης. — [1026, 1349, 1183, 1369]
notice-text: Φέρεται εἰς γνῶσιν τοῦ ἐνδιαφερομένου κοινοῦ ὅτι θά διακοπῇ ἡ παροχή ἠλεκτρικοῦ ρεύματος. — [1031, 1585, 1178, 1627]
article-agronomists-strike — [1026, 896, 1183, 1035]
article-text: Ἀρχομένης τῆς συσκέψεως ὡμίλησεν ὁ ὑπουργός Βορείου Ἑλλάδος, ὁ ὁποῖος ἀνεφέρθη εἰς τά προβλήματα τῆς περιοχῆς. — [1373, 471, 1541, 511]
article-domestic-briefs — [665, 1180, 1011, 1411]
headline: ΚΑΤΗΛΘΟΝ ΕΙΣ ΕΙΚΟΣΙΤΕΤΡΑΩΡΟΝ ΑΠΕΡΓΙΑΝ ΟΙ ΚΕΡΑΜΟΠΟΙΟΙ ΤΗΣ ΠΕΡΙΟΧΗΣ ΘΕΣ/ΝΙΚΗΣ — [1227, 948, 1511, 974]
article-text: ΑΛΕΞΑΝΔΡΟΥΠΟΛΙΣ, 12.— Εἰς τήν συνεδρίασιν τοῦ δημοτικοῦ συμβουλίου ἐνεκρίθη ἡ ἐκτέλεσις ἔργων ὑδρεύσεως καί ἀποχετεύσεως τῆς πόλεως. Διά τήν ἀποπεράτωσιν τῶν ἔργων διετέθη ποσόν ἐκ τοῦ προϋπολογισμοῦ. — [29, 1253, 424, 1662]
article-text: ΑΘΗΝΑΙ, 12.— Τό Ἵδρυμα Κρατικῶν Ὑποτροφιῶν προκηρύσσει διαγωνισμόν διά τήν χορήγησιν εἴκοσιν ὑποτροφιῶν. — [1373, 867, 1541, 898]
article-text: Ὑπό τοῦ Ν. Ποντικοῦ παρεπέμφθη εἰς τόν εἰσαγγελέα διότι ἐδημιούργησεν ἐπεισόδιον. — [1026, 1233, 1183, 1264]
article-text: Ὑπό τοῦ ὑπουργείου Γεωργίας διετέθη ποσόν διά τήν ἐκτέλεσιν ἐγγειοβελτιωτικῶν ἔργων εἰς τάς ἀγροτικάς περιοχάς. Ἀνεχώρησεν εἰς Λονδῖνον ἡ ἀντιπροσωπεία τοῦ Ε.Ο.Τ. — [665, 1301, 834, 1351]
article-text: Μετ᾿ αὐτόν ὡμίλησαν οἱ νομάρχαι Φλωρίνης καί Σερρῶν. — [1373, 571, 1541, 592]
headline: ΟΙ ΑΓΩΝΕΣ ΣΤΙΒΟΥ ΕΛΛΑΔΟΣ – ΟΥΓΓΑΡΙΑΣ ΘΑ ΤΕΛΕΣΘΟΥΝ ΤΗΝ 25ΗΝ ΚΑΙ 26ΗΝ ΙΟΥΛΙΟΥ — [1234, 1069, 1503, 1096]
article-text: ΑΘΗΝΑΙ, 12.— Ἐτραυματίσθησαν ἐλαφρῶς δύο πρόσωπα. — [1026, 1505, 1183, 1525]
article-text: ΑΘΗΝΑΙ, 12.— Εἰς τάς ἐργασίας τῆς γενικῆς συνελεύσεως τῶν καθηγητῶν ἐξητήθη ἡ ἵδρυσις νέων νυκτερινῶν γυμνασίων καί ἡ αὐτοτέλεια τῶν παραρτημάτων. — [842, 308, 1011, 358]
article-text: ΑΘΗΝΑΙ, 12.— Εἰς τάς ἐργασίας τῆς γενικῆς συνελεύσεως τῶν καθηγητῶν ἐξητήθη ἡ ἵδρυσις νέων νυκτερινῶν γυμνασίων καί ἡ αὐτοτέλεια τῶν παραρτημάτων. — [665, 256, 834, 306]
article-text: ΒΟΛΟΣ, 12.— Κατηγορεῖται ὅτι 29.000 δραχμαί διενεμήθησαν ἐκ τοῦ ταμείου ἀνεργίας εἰς πρόσωπα μή δικαιούμενα. Ἐπί τῆς ὑποθέσεως διενεργεῖται ἀνάκρισις ὑπό τοῦ εἰσαγγελέως. — [231, 764, 424, 814]
article-text: ΚΑΤΕΡΙΝΗ, 12.— Τό δημοτικόν συμβούλιον Κατερίνης ἀπεφάσισε τήν ἐπέκτασιν τοῦ δικτύου ἠλεκτροφωτισμοῦ εἰς τάς συνοικίας τῆς πόλεως. — [231, 1457, 424, 1497]
subheading: ΚΑΙ ΑΛΛΑΙ ΔΙΑΜΑΡΤΥΡΙΑΙ — [63, 646, 189, 656]
article-text: ΑΘΗΝΑΙ, 12.— Τό Γ.Ε.Α. προσκαλεῖ τούς στρατευσίμους τῆς κλάσεως 1962 ὅπως παρουσιασθοῦν εἰς τά κέντρα κατατάξεως. — [440, 401, 651, 433]
article-text: ΑΛΕΞΑΝΔΡΟΥΠΟΛΙΣ, 12.— Εἰς τήν συνεδρίασιν τοῦ δημοτικοῦ συμβουλίου ἐνεκρίθη ἡ ἐκτέλεσις ἔργων ὑδρεύσεως καί ἀποχετεύσεως τῆς πόλεως. Διά τήν ἀποπεράτωσιν τῶν ἔργων διετέθη ποσόν ἐκ τοῦ προϋπολογισμοῦ. — [29, 1579, 223, 1639]
headline: ΙΔΙΩΣ Η ΚΑΤΑΚΡΑΥΓΗ ΤΗΣ ΚΟΙΝΗΣ ΓΝΩΜΗΣ ΑΠΕΤΡΕΨΕ ΤΗΝ ΓΚΡΑΙΗΣ ΚΕΛΛΥ ΝΑ ΠΑΙΞΗ ΠΑΛΙΝ ΕΙΣ ΤΟΝ ΚΙΝΗΜΑΤΟΓΡΑΦΟΝ — [672, 369, 1004, 411]
headline: ΜΙΚΡΑΙ ΕΓΧΩΡΙΟΙ ΕΙΔΗΣΕΙΣ ΧΩΡΙΣ ΤΙΤΛΟΝ — [698, 1179, 978, 1195]
article-text: ΣΥΝΕΧΕΙΑ ΕΚ ΤΗΣ 6ης ΣΕΛΙΔΟΣ. Οἱ ἀγῶνες στίβου μεταξύ τῶν ἐθνικῶν ὁμάδων Ἑλλάδος καί Οὐγγαρίας θά διεξαχθοῦν εἰς τό Καυτανζόγλειον στάδιον. — [1197, 1099, 1365, 1149]
article-text: ΑΘΗΝΑΙ, 12.— Ἰδρύθη σύλλογος ἐκπαιδευτικῶν πτυχιούχων πανεπιστημίων τοῦ ἐξωτερικοῦ μέ σκοπόν τήν προάσπισιν τῶν συμφερόντων τῶν μελῶν του. — [665, 619, 834, 669]
article-police-director — [1026, 1274, 1183, 1532]
article-text: Ὑπό τοῦ βουλευτοῦ Χαλκιδικῆς κ. Βασματζίδη ἀπεστάλη πρός τόν ὑπουργόν Βιομηχανίας κ. Πετινώτην ὑπόμνημα ἐπί τῆς διαθέσεως ψυγείων εἰς τάς τάξεις τῶν ἐξαγωγέων καί συνεταιρισμῶν σταφυλῶν. — [29, 541, 223, 591]
article-text: ΓΙΑΝΝΙΤΣΑ, 22.— Ὁ βουλευτής Πέλλης κ. Προμηθεύς ἀπέστειλε ἀναφοράν πρός τόν ὑπουργόν Συγκοινωνιῶν διά τήν ἔλλειψιν βαγονίων εἰς τούς σιδηροδρομικούς σταθμούς τῆς περιοχῆς κατά τήν περίοδον τῆς συγκομιδῆς. — [231, 489, 424, 548]
article-text: Μετ᾿ αὐτόν ὡμίλησαν οἱ νομάρχαι Φλωρίνης καί Σερρῶν. — [1373, 549, 1541, 570]
article-text: Ὑπό τοῦ Ο.Τ.Ε. ἐγκαθίστανται νέα τηλεφωνικά κυκλώματα εἰς τήν Βόρειον Ἑλλάδα. — [1197, 690, 1365, 720]
article-text: Εἰς τό ὑπουργεῖον Βορείου Ἑλλάδος ἤρχισε χθές ἡ σύσκεψις τῶν νομαρχῶν τῆς Βορείου Ἑλλάδος ὑπό τήν προεδρίαν τοῦ ὑπουργοῦ κ. Μανέντη. — [1197, 512, 1365, 553]
headline: ΤΑ ΔΗΜΟΣΙΑ ΟΙΚΟΝΟΜΙΚΑ ΤΗΣ ΚΥΠΡΟΥ ΕΥΡΙΣΚΟΝΤΑΙ ΕΙΣ ΟΙΚΤΡΑΝ ΚΑΤΑΣΤΑΣΙΝ — [666, 1015, 1009, 1043]
article-text: Ὑπό τοῦ Ο.Τ.Ε. ἐγκαθίστανται νέα τηλεφωνικά κυκλώματα εἰς τήν Βόρειον Ἑλλάδα. — [1197, 753, 1365, 784]
article-text: ΑΘΗΝΑΙ, 12.— Τό Ἵδρυμα Κρατικῶν Ὑποτροφιῶν προκηρύσσει διαγωνισμόν διά τήν χορήγησιν εἴκοσιν ὑποτροφιῶν. — [1373, 899, 1541, 929]
article-text: Συνῆλθον ὑπό τήν προεδρίαν τοῦ κ. Στεργίου οἱ πρόεδροι τῶν ἐπιμελητηρίων καί ἐζήτησαν συμμετοχήν εἰς τήν διοίκησιν τῆς Διεθνοῦς Ἐκθέσεως Θεσσαλονίκης. — [665, 955, 834, 1005]
headline: ΥΠΕΣΤΗ ΣΥΓΚΟΠΗΝ ΕΝΩ ΕΚΟΛΥΜΒΑ — [472, 664, 618, 691]
article-swimmer — [440, 666, 651, 762]
article-text: ΑΘΗΝΑΙ, 12.— Εἰς τάς ἐργασίας τῆς γενικῆς συνελεύσεως τῶν καθηγητῶν ἐξητήθη ἡ ἵδρυσις νέων νυκτερινῶν γυμνασίων καί ἡ αὐτοτέλεια τῶν παραρτημάτων. — [665, 101, 834, 152]
article-text: ΑΘΗΝΑΙ, 12.— Πρακτόρισσα λαχείων ἐπώλησε τετράδα λαχείων ἀντί 80 μόνον δραχμῶν, ἡ ὁποία ἐκέρδισε κατά τήν κλήρωσιν 300.000 δραχμάς. — [29, 1176, 223, 1216]
article-japanese-traders — [1026, 499, 1183, 627]
article-text: Εἰς εἰκοσιτετράωρον ἀπεργίαν κατῆλθον χθές οἱ κεραμοποιοί τῆς περιοχῆς Θεσσαλονίκης. — [1197, 1008, 1365, 1039]
article-text: ΚΑΤΕΡΙΝΗ, 12.— Ἀφίχθησαν εἰς τήν πόλιν Ἰάπωνες ἔμποροι οἱ ὁποῖοι ἐνδιαφέρονται διά τήν ἀγοράν καπνῶν τῆς περιοχῆς. — [1026, 539, 1183, 579]
notice-text: Φέρεται εἰς γνῶσιν τοῦ ἐνδιαφερομένου κοινοῦ ὅτι θά διακοπῇ ἡ παροχή ἠλεκτρικοῦ ρεύματος διά τεχνικούς λόγους. — [445, 1184, 646, 1215]
article-text: ΑΘΗΝΑΙ, 12.— Ἡ ὁμοσπονδία γεωπόνων ἀπεφάσισε τήν κήρυξιν εἰκοσιτετραώρου ἀπεργίας τήν προσεχῆ Δευτέραν. — [1026, 988, 1183, 1028]
article-text: ΑΘΗΝΑΙ, 12.— Δι᾿ ἀποφάσεως τοῦ ὑπουργείου Συγκοινωνιῶν ἐπιτρέπεται ἡ ἐκτέλεσις ἐκδρομῶν διά πούλμαν ὑπό σωματείων καί τουριστικῶν γραφείων. — [842, 782, 1011, 823]
article-text: ΒΟΛΟΣ, 12.— Κατηγορεῖται ὅτι 29.000 δραχμαί διενεμήθησαν ἐκ τοῦ ταμείου ἀνεργίας εἰς πρόσωπα μή δικαιούμενα. Ἐπί τῆς ὑποθέσεως διενεργεῖται ἀνάκρισις ὑπό τοῦ εἰσαγγελέως. — [29, 764, 223, 814]
article-text: ΠΑΡΙΣΙΟΙ, 12.— Ἡ πριγκήπισσα τοῦ Μονακό ἀπεφάσισε νά μή ἐμφανισθῇ ἐκ νέου εἰς τόν κινηματογράφον, κατόπιν τῆς κατακραυγῆς τῆς κοινῆς γνώμης. — [842, 414, 1011, 454]
article-text: ΑΘΗΝΑΙ, 12.— Συμφώνως πρός τά στοιχεῖα τῆς Τραπέζης τῆς Ἑλλάδος, τό ἔλλειμμα τοῦ ἰσοζυγίου τρεχουσῶν συναλλαγῶν κατά τό πρῶτον πεντάμηνον τοῦ τρέχοντος ἔτους ηὐξήθη ἐν συγκρίσει πρός τήν ἀντίστοιχον περίοδον τοῦ παρελθόντος ἔτους. — [231, 908, 424, 969]
headline: ΚΑΤΑΧΡΗΣΙΣ 29.000 ΔΡΑΧΜΩΝ ΔΙΕΠΡΑΧΘΗ ΕΙΣ ΒΟΛΟΝ ΚΑΤΑ ΤΗΝ ΔΙΑΝΟΜΗΝ ΒΟΗΘΗΜΑΤΩΝ ΕΙΣ ΑΝΕΡΓΟΥΣ — [40, 681, 413, 710]
article-text: ΛΕΥΚΩΣΙΑ, 12.— Ὁ ὑπουργός τῶν Οἰκονομικῶν τῆς Κύπρου ἐδήλωσεν ὅτι τά δημόσια οἰκονομικά τῆς νήσου εὑρίσκονται εἰς οἰκτράν κατάστασιν. — [665, 1127, 834, 1168]
article-text: ΑΘΗΝΑΙ, 12.— Συμφώνως πρός τά στοιχεῖα τῆς Τραπέζης τῆς Ἑλλάδος, τό ἔλλειμμα τοῦ ἰσοζυγίου τρεχουσῶν συναλλαγῶν κατά τό πρῶτον πεντάμηνον τοῦ τρέχοντος ἔτους ηὐξήθη ἐν συγκρίσει πρός τήν ἀντίστοιχον περίοδον τοῦ παρελθόντος ἔτους. — [231, 1031, 424, 1092]
article-text: ΙΩΑΝΝΙΝΑ, 12.— Ἀνεσύρθη τό πτῶμα νεαροῦ ἐκ τῆς λίμνης. — [1026, 1370, 1183, 1391]
notice-text: Φέρεται εἰς γνῶσιν τοῦ ἐνδιαφερομένου κοινοῦ ὅτι θά διακοπῇ ἡ παροχή ἠλεκτρικοῦ ρεύματος. — [1031, 1711, 1178, 1751]
article-text: Ἐνώπιον τοῦ τριμελοῦς ἐφετείου Θεσσαλονίκης ἐξεδικάσθη ἡ ὑπόθεσις τοῦ κατηγορουμένου διά τοκογλυφίαν, ὁ ὁποῖος κατεδικάσθη εἰς ὀκτάμηνον φυλάκισιν. — [1026, 336, 1183, 386]
article-text: ΑΛΕΞΑΝΔΡΟΥΠΟΛΙΣ, 12.— Εἰς τήν συνεδρίασιν τοῦ δημοτικοῦ συμβουλίου ἐνεκρίθη ἡ ἐκτέλεσις ἔργων ὑδρεύσεως καί ἀποχετεύσεως τῆς πόλεως. Διά τήν ἀποπεράτωσιν τῶν ἔργων διετέθη ποσόν ἐκ τοῦ προϋπολογισμοῦ. — [29, 1518, 223, 1578]
article-text: ΑΘΗΝΑΙ, 12.— Εἰς τάς ἐργασίας τῆς γενικῆς συνελεύσεως τῶν καθηγητῶν ἐξητήθη ἡ ἵδρυσις νέων νυκτερινῶν γυμνασίων καί ἡ αὐτοτέλεια τῶν παραρτημάτων. — [842, 101, 1011, 152]
article-text: ΑΘΗΝΑΙ, 12.— Ὁ ἀρχιεπίσκοπος Ἀθηνῶν διέταξε τήν διενέργειαν ἀνακρίσεων κατά τοῦ ἱερέως, ὁ ὁποῖος ἠρνήθη νά κηδεύσῃ μαθήτριαν. — [1026, 109, 1183, 159]
article-text: Ἀρχομένης τῆς συσκέψεως ὡμίλησεν ὁ ὑπουργός Βορείου Ἑλλάδος, ὁ ὁποῖος ἀνεφέρθη εἰς τά προβλήματα τῆς περιοχῆς. — [1373, 429, 1541, 470]
article-text: ΑΘΗΝΑΙ, 12.— Ἰδρύθη σύλλογος ἐκπαιδευτικῶν πτυχιούχων πανεπιστημίων τοῦ ἐξωτερικοῦ μέ σκοπόν τήν προάσπισιν τῶν συμφερόντων τῶν μελῶν του. — [665, 671, 834, 721]
newspaper-page — [29, 0, 1541, 2324]
article-text: ΑΛΕΞΑΝΔΡΟΥΠΟΛΙΣ, 12.— Εἰς τήν συνεδρίασιν τοῦ δημοτικοῦ συμβουλίου ἐνεκρίθη ἡ ἐκτέλεσις ἔργων ὑδρεύσεως καί ἀποχετεύσεως τῆς πόλεως. Διά τήν ἀποπεράτωσιν τῶν ἔργων διετέθη ποσόν ἐκ τοῦ προϋπολογισμοῦ. — [231, 1295, 424, 1355]
article-text: ΠΑΡΙΣΙΟΙ, 12.— Ἡ πριγκήπισσα τοῦ Μονακό ἀπεφάσισε νά μή ἐμφανισθῇ ἐκ νέου εἰς τόν κινηματογράφον, κατόπιν τῆς κατακραυγῆς τῆς κοινῆς γνώμης. — [665, 497, 834, 538]
headline: ΕΙΚΟΣΙΝ ΥΠΟΤΡΟΦΙΑΙ ΧΟΡΗΓΟΥΝΤΑΙ ΥΠΟ ΤΟΥ Ι.Κ.Υ. ΕΙΣ ΝΕΟΥΣ ΣΠΟΥΔΑΣΤΑΣ ΤΗΣ ΦΥΣΙΚΟΜΑΘΗΜΑΤΙΚΗΣ — [1204, 795, 1534, 821]
article-text: ΞΑΝΘΗ, 12.— Ἐνῶ τό θύμα ἐνοσηλεύετο εἰς τό νοσοκομεῖον, ἀπεβίωσεν ἐν μέσῳ φρικτῶν πόνων νεαρός χωρικός προσβληθείς ὑπό λύσσης. — [440, 270, 651, 300]
article-text: ΒΟΛΟΣ, 12.— Κατηγορεῖται ὅτι 29.000 δραχμαί διενεμήθησαν ἐκ τοῦ ταμείου ἀνεργίας εἰς πρόσωπα μή δικαιούμενα. Ἐπί τῆς ὑποθέσεως διενεργεῖται ἀνάκρισις ὑπό τοῦ εἰσαγγελέως. — [29, 815, 223, 866]
headline: ΟΚΤΑΜΗΝΟΣ ΦΥΛΑΚΙΣΙΣ ΕΙΣ ΤΟΚΟΓΛΥΦΟΝ ΔΑΝΕΙΖΟΝΤΑ ΧΡΗΜΑΤΑ ΜΕ 10% ΜΗΝΙΑΙΟΝ ΤΟΚΟΝ — [1032, 271, 1178, 334]
subheading: ΑΠΟ ΤΗΝ ΚΑΤΕΡΙΝΗΝ — [231, 1358, 361, 1371]
column-divider — [1019, 59, 1020, 2315]
article-text: ΛΕΥΚΩΣΙΑ, 12.— Ὁ ὑπουργός τῶν Οἰκονομικῶν τῆς Κύπρου ἐδήλωσεν ὅτι τά δημόσια οἰκονομικά τῆς νήσου εὑρίσκονται εἰς οἰκτράν κατάστασιν. — [842, 1086, 1011, 1126]
article-text: ΛΕΥΚΩΣΙΑ, 12.— Ὁ ὑπουργός τῶν Οἰκονομικῶν τῆς Κύπρου ἐδήλωσεν ὅτι τά δημόσια οἰκονομικά τῆς νήσου εὑρίσκονται εἰς οἰκτράν κατάστασιν. — [842, 1045, 1011, 1085]
article-text: Συνῆλθον ὑπό τήν προεδρίαν τοῦ κ. Στεργίου οἱ πρόεδροι τῶν ἐπιμελητηρίων καί ἐζήτησαν συμμετοχήν εἰς τήν διοίκησιν τῆς Διεθνοῦς Ἐκθέσεως Θεσσαλονίκης. — [842, 955, 1011, 1005]
article-text: ΑΘΗΝΑΙ, 12.— Δι᾿ ἀποφάσεως τοῦ ὑπουργείου Συγκοινωνιῶν ἐπιτρέπεται ἡ ἐκτέλεσις ἐκδρομῶν διά πούλμαν ὑπό σωματείων καί τουριστικῶν γραφείων. — [665, 760, 1011, 864]
article-text: ΠΑΡΙΣΙΟΙ, 12.— Ἡ πριγκήπισσα τοῦ Μονακό ἀπεφάσισε νά μή ἐμφανισθῇ ἐκ νέου εἰς τόν κινηματογράφον, κατόπιν τῆς κατακραυγῆς τῆς κοινῆς γνώμης. — [665, 456, 834, 496]
headline: ΕΚΠΑΙΔΕΥΣΙΣ ΔΙΔΑΣΚΑΛΩΝ ΑΓΡΟΤΙΚΩΝ ΠΕΡΙΟΧΩΝ ΕΙΣ ΤΗΝ ΑΜΕΡΙΚΑΝΙΚΗΝ ΓΕΩΡΓΙΚΗΝ ΣΧΟΛΗΝ — [62, 56, 392, 108]
article-teacher-training — [29, 58, 424, 415]
article-text: ΑΘΗΝΑΙ, 12.— Τό Ἵδρυμα Κρατικῶν Ὑποτροφιῶν προκηρύσσει διαγωνισμόν διά τήν χορήγησιν εἴκοσιν ὑποτροφιῶν. — [1197, 823, 1538, 939]
notice-text: Φέρεται εἰς γνῶσιν τοῦ ἐνδιαφερομένου κοινοῦ ὅτι θά διακοπῇ ἡ παροχή ἠλεκτρικοῦ ρεύματος διά τεχνικούς λόγους. — [445, 1153, 646, 1183]
notice-text: Φέρεται εἰς γνῶσιν τοῦ ἐνδιαφερομένου κοινοῦ ὅτι θά διακοπῇ ἡ παροχή ἠλεκτρικοῦ ρεύματος διά τεχνικούς λόγους. — [445, 1121, 646, 1152]
article-text: ΒΟΛΟΣ, 12.— Κατηγορεῖται ὅτι 29.000 δραχμαί διενεμήθησαν ἐκ τοῦ ταμείου ἀνεργίας εἰς πρόσωπα μή δικαιούμενα. Ἐπί τῆς ὑποθέσεως διενεργεῖται ἀνάκρισις ὑπό τοῦ εἰσαγγελέως. — [231, 712, 424, 763]
article-text: ΑΘΗΝΑΙ, 12.— Τό Ἵδρυμα Κρατικῶν Ὑποτροφιῶν προκηρύσσει διαγωνισμόν διά τήν χορήγησιν εἴκοσιν ὑποτροφιῶν. — [1197, 855, 1365, 886]
article-text: ΑΘΗΝΑΙ, 12.— Πρακτόρισσα λαχείων ἐπώλησε τετράδα λαχείων ἀντί 80 μόνον δραχμῶν, ἡ ὁποία ἐκέρδισε κατά τήν κλήρωσιν 300.000 δραχμάς. — [29, 1134, 223, 1175]
article-grace-kelly — [665, 371, 1011, 589]
notice-text: Φέρεται εἰς γνῶσιν τοῦ ἐνδιαφερομένου κοινοῦ ὅτι θά διακοπῇ ἡ παροχή ἠλεκτρικοῦ ρεύματος διά τεχνικούς λόγους. — [445, 1279, 646, 1311]
article-text: ΑΘΗΝΑΙ, 12.— Κατόπιν ἀποφάσεως ἀπαγορεύεται ἡ κυκλοφορία. — [1026, 1437, 1183, 1469]
article-text: ΑΘΗΝΑΙ, 12.— «Ἀφήνω ὄμορφον εἰκόνα τῆς Ἀθήνας» ὁ πτέραρχος Ἄντερσον, ἐπί τῇ ἀναχωρήσει του, ἐδήλωσεν ὅτι ἐνημερώθη πλήρως ἐπί τῶν ἀναγκῶν τῆς Βασιλικῆς Ἀεροπορίας. — [440, 138, 651, 179]
article-text: ΦΛΩΡΙΝΑ, 12.— Ἀνεχώρησαν διά τήν κατασκήνωσιν τά παιδιά τῶν ὀρεινῶν χωρίων τοῦ νομοῦ. — [231, 1557, 424, 1587]
article-air-marshal — [440, 58, 651, 228]
article-text: Τά ἰδιαίτερα ζητήματα ἑκάστου νομοῦ θά ἐξετασθοῦν σήμερον. — [1373, 607, 1541, 628]
headline-secondary: ΕΞΕΤΑΖΕΙ ΓΕΝΙΚΑ ΚΑΙ ΙΔΙΑ ΘΕΜΑΤΑ ΟΛΩΝ ΤΩΝ ΠΕΡΙΟΧΩΝ ΤΗΣ ΒΟΡΕΙΟΥ ΕΛΛΑΔΟΣ — [1212, 87, 1526, 116]
headline: Ο ΠΤΕΡΑΡΧΟΣ ΑΝΤΕΡΣΟΝ ΕΝΗΜΕΡΩΘΗ ΠΛΗΡΩΣ ΕΠΙ ΤΩΝ ΑΝΑΓΚΩΝ ΤΗΣ ΑΕΡΟΠΟΡΙΑΣ ΜΑΣ — [446, 57, 644, 95]
article-text: Ὑπό τοῦ ὑπουργείου Γεωργίας διετέθη ποσόν διά τήν ἐκτέλεσιν ἐγγειοβελτιωτικῶν ἔργων εἰς τάς ἀγροτικάς περιοχάς. Ἀνεχώρησεν εἰς Λονδῖνον ἡ ἀντιπροσωπεία τοῦ Ε.Ο.Τ. — [665, 1249, 834, 1300]
article-volos-embezzlement — [29, 682, 424, 874]
article-text: ΛΕΥΚΩΣΙΑ, 12.— Ὁ ὑπουργός τῶν Οἰκονομικῶν τῆς Κύπρου ἐδήλωσεν ὅτι τά δημόσια οἰκονομικά τῆς νήσου εὑρίσκονται εἰς οἰκτράν κατάστασιν. — [842, 1127, 1011, 1168]
article-synod — [1026, 1039, 1183, 1159]
article-text: Ἀρχομένης τῆς συσκέψεως ὡμίλησεν ὁ ὑπουργός Βορείου Ἑλλάδος, ὁ ὁποῖος ἀνεφέρθη εἰς τά προβλήματα τῆς περιοχῆς. — [1373, 387, 1541, 428]
article-text: Ἀνεχώρησε ἐπ᾿ ἀδείᾳ ὁ διευθυντής ἀστυνομίας Θεσσαλονίκης. — [1026, 1314, 1183, 1334]
headline: ΙΔΡΥΘΗ ΕΙΣ ΑΘΗΝΑΣ ΣΥΛΛΟΓΟΣ ΕΚΠΑΙΔΕΥΤΙΚΩΝ ΠΤΥΧΙΟΥΧΩΝ ΠΑΝΕΠΙΣΤΗΜΙΩΝ ΤΟΥ ΕΞΩΤΕΡΙΚΟΥ — [693, 591, 983, 617]
subheading: ΚΑΙ ΑΛΛΑΙ ΑΠΑΓΟΡΕΥΣΕΙΣ — [1026, 1394, 1155, 1405]
article-wagons — [29, 419, 424, 678]
headline: ΗΡΧΙΣΑΝ ΑΝΑΚΡΙΣΕΙΣ ΚΑΤΑ ΤΟΥ ΙΕΡΕΩΣ ΤΟΥ ΑΡΝΗΘΕΝΤΟΣ ΝΑ ΚΗΔΕΥΣΗ ΜΑΘΗΤΡΙΑΝ — [1038, 57, 1172, 107]
article-text: ΠΑΡΙΣΙΟΙ, 12.— Ἡ πριγκήπισσα τοῦ Μονακό ἀπεφάσισε νά μή ἐμφανισθῇ ἐκ νέου εἰς τόν κινηματογράφον, κατόπιν τῆς κατακραυγῆς τῆς κοινῆς γνώμης. — [665, 414, 834, 454]
article-text: ΑΘΗΝΑΙ, 12.— «Ἀφήνω ὄμορφον εἰκόνα τῆς Ἀθήνας» ὁ πτέραρχος Ἄντερσον, ἐπί τῇ ἀναχωρήσει του, ἐδήλωσεν ὅτι ἐνημερώθη πλήρως ἐπί τῶν ἀναγκῶν τῆς Βασιλικῆς Ἀεροπορίας. — [440, 97, 651, 137]
article-text: ΠΑΡΙΣΙΟΙ, 12.— Ἡ πριγκήπισσα τοῦ Μονακό ἀπεφάσισε νά μή ἐμφανισθῇ ἐκ νέου εἰς τόν κινηματογράφον, κατόπιν τῆς κατακραυγῆς τῆς κοινῆς γνώμης. — [842, 539, 1011, 580]
headline: ΑΥΞΑΝΕΤΑΙ ΣΥΝΕΧΩΣ Ο ΑΡΙΘΜΟΣ ΤΩΝ ΣΚΑΦΩΝ ΤΩΝ ΚΑΤΑΠΛΕΟΝΤΩΝ ΠΡΟΣ ΠΑΡΟΠΛΙΣΜΟΝ — [1035, 629, 1175, 680]
article-text: ΑΘΗΝΑΙ, 12.— Τό Ἵδρυμα Κρατικῶν Ὑποτροφιῶν προκηρύσσει διαγωνισμόν διά τήν χορήγησιν εἴκοσιν ὑποτροφιῶν. — [1373, 835, 1541, 866]
headline: Η ΣΥΝΟΔΟΣ ΘΑ ΔΕΧΘΗ ΚΑΤΑΡΤΙΣΜΟΝ ΕΠΙΤΡΟΠΗΣ ΛΑΙΚΩΝ ΚΑΙ ΚΛΗΡΙΚΩΝ — [1033, 1038, 1177, 1088]
article-text: ΑΘΗΝΑΙ, 12.— Εἰς τάς ἐργασίας τῆς γενικῆς συνελεύσεως τῶν καθηγητῶν ἐξητήθη ἡ ἵδρυσις νέων νυκτερινῶν γυμνασίων καί ἡ αὐτοτέλεια τῶν παραρτημάτων. — [665, 308, 834, 358]
article-educators-association — [665, 592, 1011, 729]
article-telephone-circuits — [1197, 662, 1541, 792]
article-text: ΑΘΗΝΑΙ, 12.— Τό Συμβούλιον τῆς Ἐπικρατείας ἐγνωμοδότησεν ὅτι οἱ διευθυνταί κλινικῶν καί οἱ ἐπιμεληταί δικαιοῦνται τριετιῶν. — [440, 482, 651, 512]
article-text: ΑΘΗΝΑΙ, 12.— Εἰς τάς ἐργασίας τῆς γενικῆς συνελεύσεως τῶν καθηγητῶν ἐξητήθη ἡ ἵδρυσις νέων νυκτερινῶν γυμνασίων καί ἡ αὐτοτέλεια τῶν παραρτημάτων. — [842, 205, 1011, 255]
article-text: Ἐκδρομικαί ἀμαξοστοιχίαι θά κυκλοφορήσουν κατά τό Σαββατοκύριακον. — [440, 1024, 651, 1045]
headline: ΠΡΟΣΩΡΙΝΗ ΔΙΑΚΟΠΗ ΗΛΕΚΤΡΙΚΟΥ ΡΕΥΜΑΤΟΣ ΔΙΑ ΤΕΧΝΙΚΟΥΣ ΛΟΓΟΥΣ ΕΙΣ ΒΕΡΟΙΑΝ — [1032, 1541, 1178, 1584]
article-text: Ὑπό τοῦ ὑπουργείου Γεωργίας διετέθη ποσόν διά τήν ἐκτέλεσιν ἐγγειοβελτιωτικῶν ἔργων εἰς τάς ἀγροτικάς περιοχάς. Ἀνεχώρησεν εἰς Λονδῖνον ἡ ἀντιπροσωπεία τοῦ Ε.Ο.Τ. — [842, 1352, 1011, 1403]
article-text: Εἰς τό ὑπουργεῖον Βορείου Ἑλλάδος ἤρχισε χθές ἡ σύσκεψις τῶν νομαρχῶν τῆς Βορείου Ἑλλάδος ὑπό τήν προεδρίαν τοῦ ὑπουργοῦ κ. Μανέντη. — [1197, 387, 1365, 428]
article-priest-inquiry — [1026, 58, 1183, 269]
article-text: Ὑπό τοῦ Ν. Ποντικοῦ παρεπέμφθη εἰς τόν εἰσαγγελέα διότι ἐδημιούργησεν ἐπεισόδιον. — [1026, 1202, 1183, 1232]
article-text: ΓΙΑΝΝΙΤΣΑ, 22.— Ὁ βουλευτής Πέλλης κ. Προμηθεύς ἀπέστειλε ἀναφοράν πρός τόν ὑπουργόν Συγκοινωνιῶν διά τήν ἔλλειψιν βαγονίων εἰς τούς σιδηροδρομικούς σταθμούς τῆς περιοχῆς κατά τήν περίοδον τῆς συγκομιδῆς. — [231, 611, 424, 672]
article-text: Εἰς εἰκοσιτετράωρον ἀπεργίαν κατῆλθον χθές οἱ κεραμοποιοί τῆς περιοχῆς Θεσσαλονίκης. — [1373, 989, 1541, 1019]
article-text: Ὑπό τοῦ Ο.Τ.Ε. ἐγκαθίστανται νέα τηλεφωνικά κυκλώματα εἰς τήν Βόρειον Ἑλλάδα. — [1373, 690, 1541, 720]
article-text: ΣΥΝΕΧΕΙΑ ΕΚ ΤΗΣ 6ης ΣΕΛΙΔΟΣ. Οἱ ἀγῶνες στίβου μεταξύ τῶν ἐθνικῶν ὁμάδων Ἑλλάδος καί Οὐγγαρίας θά διεξαχθοῦν εἰς τό Καυτανζόγλειον στάδιον. — [1197, 1202, 1365, 1252]
article-text: Συνῆλθον ὑπό τήν προεδρίαν τοῦ κ. Στεργίου οἱ πρόεδροι τῶν ἐπιμελητηρίων καί ἐζήτησαν συμμετοχήν εἰς τήν διοίκησιν τῆς Διεθνοῦς Ἐκθέσεως Θεσσαλονίκης. — [842, 903, 1011, 954]
article-pullman-excursions — [665, 734, 1011, 872]
